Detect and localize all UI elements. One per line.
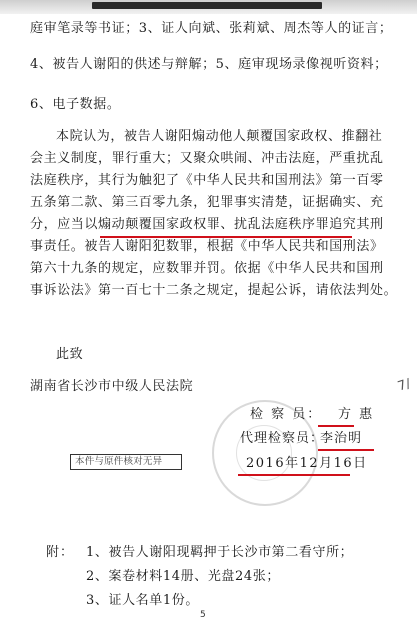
opinion-line-7: 第六十九条的规定，应数罪并罚。依据《中华人民共和国刑 (30, 261, 384, 276)
verification-stamp: 本件与原件核对无异 (70, 454, 182, 470)
acting-prosecutor-label: 代理检察员： (240, 431, 325, 446)
attachment-item-2: 2、案卷材料14册、光盘24张； (86, 569, 280, 584)
cizhi: 此致 (56, 347, 84, 362)
scan-artifact-bar (92, 2, 322, 9)
evidence-line-1: 庭审笔录等书证；3、证人向斌、张莉斌、周杰等人的证言； (30, 21, 393, 36)
evidence-line-2: 4、被告人谢阳的供述与辩解；5、庭审现场录像视听资料； (30, 57, 388, 72)
evidence-line-3: 6、电子数据。 (30, 97, 121, 112)
attachment-item-3: 3、证人名单1份。 (86, 593, 199, 608)
opinion-line-1: 本院认为，被告人谢阳煽动他人颠覆国家政权、推翻社 (56, 129, 383, 144)
margin-handwritten-mark: 7/ (396, 376, 414, 395)
red-underline-prosecutor (318, 425, 354, 427)
opinion-line-5: 分，应当以煽动颠覆国家政权罪、扰乱法庭秩序罪追究其刑 (30, 217, 384, 232)
prosecutor-label: 检 察 员： (250, 407, 323, 422)
court-name: 湖南省长沙市中级人民法院 (30, 379, 194, 394)
opinion-line-6: 事责任。被告人谢阳犯数罪，根据《中华人民共和国刑法》 (30, 239, 384, 254)
signature-date: 2016年12月16日 (246, 456, 368, 471)
scan-top-edge (0, 0, 417, 14)
opinion-line-2: 会主义制度，罪行重大；又聚众哄闹、冲击法庭，严重扰乱 (30, 151, 384, 166)
opinion-line-8: 事诉讼法》第一百七十二条之规定，提起公诉，请依法判处。 (30, 283, 398, 298)
prosecutor-name: 方 惠 (338, 407, 375, 422)
attachment-item-1: 1、被告人谢阳现羁押于长沙市第二看守所； (86, 545, 354, 560)
acting-prosecutor-name: 李治明 (320, 431, 363, 446)
red-underline-acting-prosecutor (318, 449, 374, 451)
opinion-line-3: 法庭秩序，其行为触犯了《中华人民共和国刑法》第一百零 (30, 173, 384, 188)
attachments-label: 附： (46, 545, 75, 560)
red-underline-date (238, 474, 350, 476)
page-number: 5 (200, 610, 206, 620)
opinion-line-4: 五条第二款、第三百零九条，犯罪事实清楚，证据确实、充 (30, 195, 384, 210)
